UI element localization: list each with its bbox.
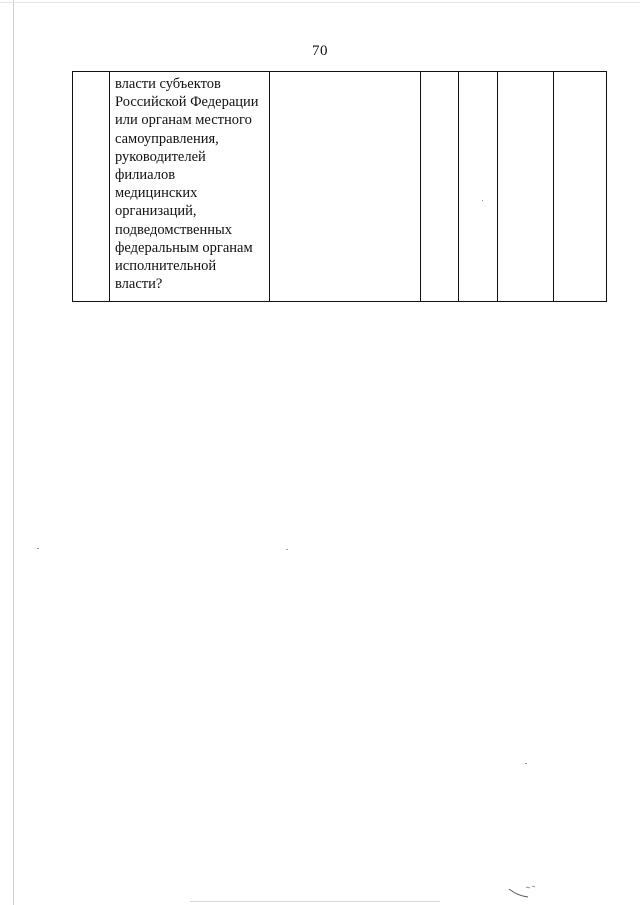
scan-edge-left bbox=[13, 0, 14, 905]
page-number: 70 bbox=[312, 43, 328, 59]
table-cell-question bbox=[110, 72, 270, 302]
table-cell-number bbox=[73, 72, 110, 302]
document-table bbox=[72, 71, 607, 302]
table-cell-empty bbox=[459, 72, 498, 302]
question-text: власти субъектов Российской Федерации или органам местного самоуправления, руководителей филиалов медицинских организаций, подведомственных федеральным органам исполнительной власти? bbox=[115, 76, 259, 293]
scan-speck bbox=[37, 548, 39, 549]
table-row bbox=[73, 72, 607, 302]
signature-mark bbox=[508, 884, 538, 898]
scan-speck bbox=[286, 549, 288, 550]
scan-edge-top bbox=[0, 2, 640, 3]
table-cell-empty bbox=[270, 72, 421, 302]
table-cell-empty bbox=[421, 72, 459, 302]
table-cell-empty bbox=[554, 72, 607, 302]
table-cell-empty bbox=[498, 72, 554, 302]
scan-edge-bottom bbox=[190, 901, 440, 902]
scan-speck bbox=[525, 763, 527, 764]
